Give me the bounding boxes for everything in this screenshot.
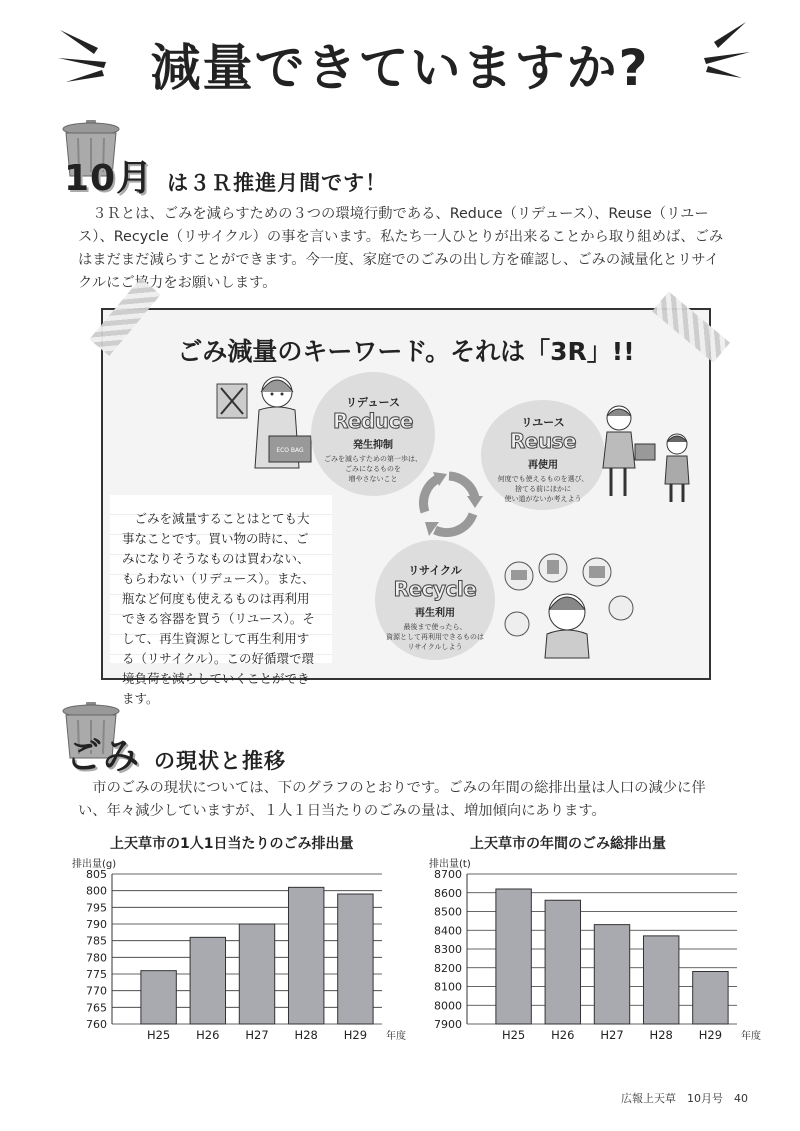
chart2-ylabel: 排出量(t) xyxy=(429,859,471,870)
page-title: 減量できていますか? xyxy=(150,39,650,97)
y-tick-label: 8700 xyxy=(434,868,462,881)
bar xyxy=(190,937,225,1024)
section-header-3r xyxy=(64,150,387,201)
x-tick-label: H27 xyxy=(245,1028,269,1042)
reuse-english: Reuse xyxy=(509,429,577,453)
reduce-description: ごみを減らすための第一歩は、 ごみになるものを 増やさないこと xyxy=(324,455,422,483)
recycle-kana: リサイクル xyxy=(408,564,462,577)
keyword-box-title: ごみ減量のキーワード。それは「3R」!! xyxy=(177,337,635,366)
note-card: ごみを減量することはとても大事なことです。買い物の時に、ごみになりそうなものは買わない、もらわない（リデュース）。また、瓶など何度も使えるものは再利用できる容器を買う（リユース）。そして、再生資源として再生利用する（リサイクル）。この好循環で環境負荷を減らしていくことができます。 xyxy=(110,495,332,663)
recycle-japanese: 再生利用 xyxy=(415,608,455,619)
intro-paragraph: ３Ｒとは、ごみを減らすための３つの環境行動である、Reduce（リデュース）、Reuse（リユース）、Recycle（リサイクル）の事を言います。私たち一人ひとりが出来ることから取り組めば、ごみはまだまだ減らすことができます。今一度、家庭でのごみの出し方を確認し、ごみの減量化とリサイクルにご協力をお願いします。 xyxy=(78,206,724,291)
x-tick-label: H28 xyxy=(649,1028,673,1042)
recycle-english: Recycle xyxy=(393,577,477,601)
y-tick-label: 8300 xyxy=(434,943,462,956)
reuse-kana: リユース xyxy=(521,416,565,429)
bar xyxy=(693,972,728,1025)
y-tick-label: 775 xyxy=(86,968,107,981)
bar xyxy=(239,924,274,1024)
section-subtitle: は３Ｒ推進月間です！ xyxy=(167,171,388,195)
page-footer: 広報上天草 10月号 40 xyxy=(621,1092,748,1105)
bar xyxy=(594,925,629,1024)
y-tick-label: 8000 xyxy=(434,999,462,1013)
bar xyxy=(545,900,580,1024)
x-axis-label: 年度 xyxy=(741,1031,761,1042)
chart1-ylabel: 排出量(g) xyxy=(72,859,117,870)
y-tick-label: 8400 xyxy=(434,924,462,938)
y-tick-label: 780 xyxy=(86,951,107,965)
chart1-title: 上天草市の1人1日当たりのごみ排出量 xyxy=(110,836,354,852)
title-right-spark-icon xyxy=(690,20,750,80)
y-tick-label: 770 xyxy=(86,984,107,998)
y-tick-label: 765 xyxy=(86,1001,107,1015)
x-tick-label: H26 xyxy=(196,1028,220,1042)
bar xyxy=(288,887,323,1024)
title-left-spark-icon xyxy=(58,24,118,84)
reuse-circle xyxy=(481,400,605,510)
x-tick-label: H29 xyxy=(343,1028,368,1042)
section-big-word: 10月 xyxy=(64,158,154,199)
reuse-japanese: 再使用 xyxy=(528,460,558,471)
reduce-english: Reduce xyxy=(333,409,413,433)
recycle-circle xyxy=(375,540,495,660)
y-tick-label: 8100 xyxy=(434,980,462,994)
recycling-girl-illustration xyxy=(499,550,637,658)
y-tick-label: 7900 xyxy=(434,1018,462,1031)
chart-per-person-daily xyxy=(70,866,406,1046)
y-tick-label: 790 xyxy=(86,918,107,931)
bar xyxy=(643,936,678,1024)
y-tick-label: 760 xyxy=(86,1018,107,1031)
section-header-status xyxy=(66,728,286,779)
x-tick-label: H25 xyxy=(501,1028,526,1042)
y-tick-label: 8600 xyxy=(434,886,462,900)
recycle-description: 最後まで使ったら、 資源として再利用できるものは リサイクルしよう xyxy=(386,623,484,651)
reuse-description: 何度でも使えるものを選び、 捨てる前にほかに 使い道がないか考えよう xyxy=(497,475,589,503)
section-big-word: ごみ xyxy=(66,736,141,777)
section-subtitle: の現状と推移 xyxy=(154,749,287,773)
chart2-title: 上天草市の年間のごみ総排出量 xyxy=(470,836,666,852)
status-paragraph: 市のごみの現状については、下のグラフのとおりです。ごみの年間の総排出量は人口の減少に伴い、年々減少していますが、１人１日当たりのごみの量は、増加傾向にあります。 xyxy=(78,780,706,819)
y-tick-label: 805 xyxy=(86,868,107,881)
x-tick-label: H27 xyxy=(600,1028,624,1042)
bar xyxy=(338,894,373,1024)
y-tick-label: 800 xyxy=(86,884,107,898)
chart-annual-total xyxy=(425,866,761,1046)
bar xyxy=(496,889,531,1024)
y-tick-label: 8200 xyxy=(434,961,462,975)
x-tick-label: H28 xyxy=(294,1028,318,1042)
y-tick-label: 8500 xyxy=(434,905,462,919)
x-tick-label: H26 xyxy=(551,1028,575,1042)
y-tick-label: 795 xyxy=(86,901,107,915)
recycle-arrows-icon xyxy=(413,468,485,540)
x-tick-label: H29 xyxy=(698,1028,723,1042)
reduce-kana: リデュース xyxy=(346,396,400,409)
y-tick-label: 785 xyxy=(86,934,107,948)
children-illustration xyxy=(591,398,701,506)
x-tick-label: H25 xyxy=(146,1028,171,1042)
eco-bag-label: ECO BAG xyxy=(276,447,304,454)
reduce-japanese: 発生抑制 xyxy=(353,440,393,451)
x-axis-label: 年度 xyxy=(386,1031,406,1042)
shopping-woman-illustration xyxy=(215,370,315,478)
bar xyxy=(141,971,176,1024)
